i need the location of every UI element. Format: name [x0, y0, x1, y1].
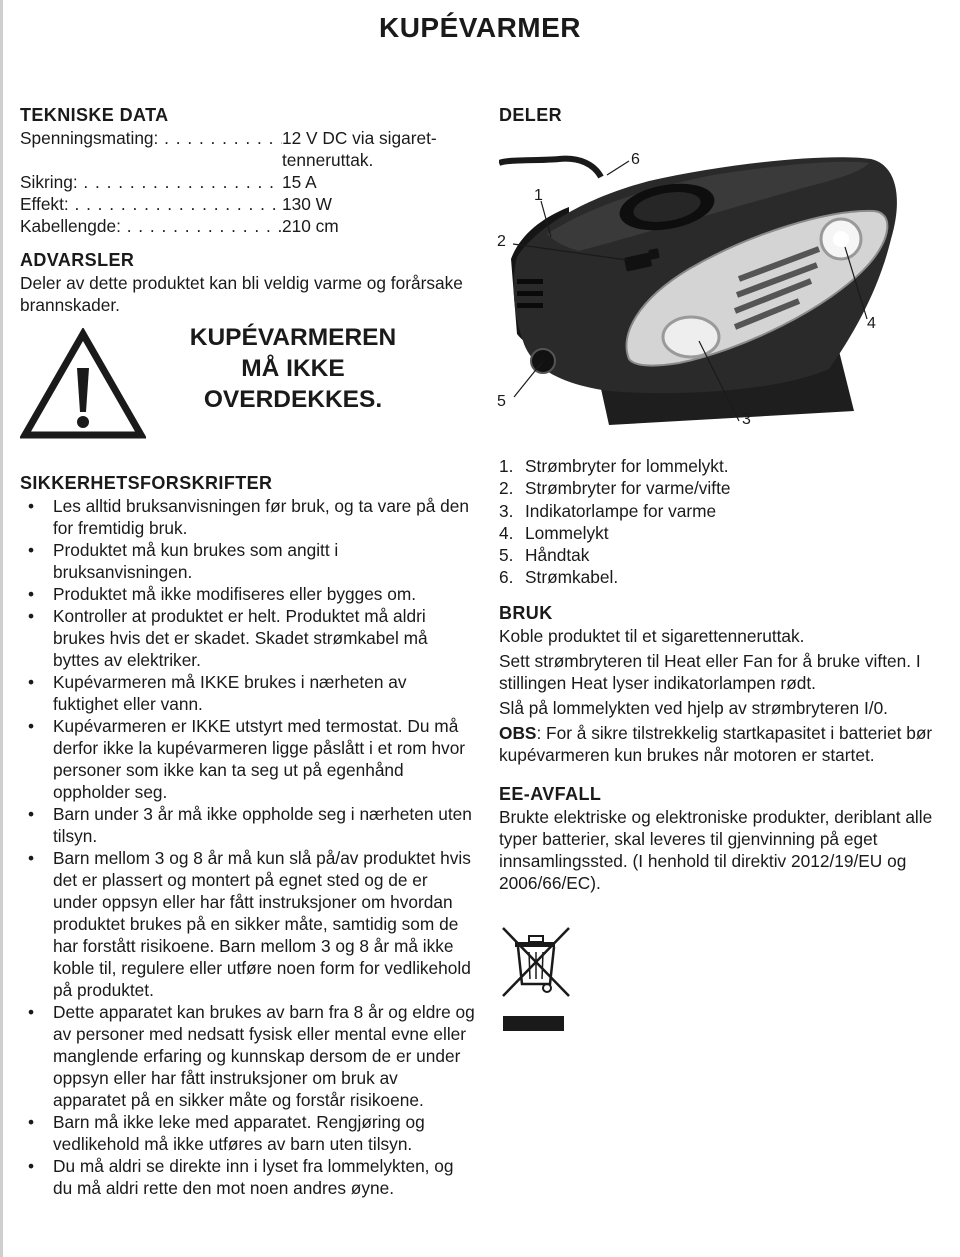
safety-list: [20, 495, 475, 1199]
list-item: • Kupévarmeren er IKKE utstyrt med termostat. Du må derfor ikke la kupévarmeren ligge påslått i et rom hvor personer som ikke kan ta seg ut på egenhånd oppholder seg.: [20, 715, 475, 803]
list-item: 2. Strømbryter for varme/vifte: [499, 478, 731, 499]
list-item: • Les alltid bruksanvisningen før bruk, og ta vare på den for fremtidig bruk.: [20, 495, 475, 539]
warnings-text: Deler av dette produktet kan bli veldig varme og forårsake brannskader.: [20, 273, 463, 315]
list-item: 1. Strømbryter for lommelykt.: [499, 456, 729, 476]
list-item: • Du må aldri se direkte inn i lyset fra lommelykten, og du må aldri rette den mot noen andres øyne.: [20, 1155, 475, 1199]
spec-value: 130 W: [282, 194, 332, 214]
parts-heading: DELER: [499, 105, 563, 125]
spec-value: 12 V DC via sigaret-: [282, 128, 437, 148]
do-not-cover-warning: KUPÉVARMEREN MÅ IKKE OVERDEKKES.: [189, 324, 397, 413]
callout-3: 3: [742, 411, 751, 428]
list-item: • Kupévarmeren må IKKE brukes i nærheten av fuktighet eller vann.: [20, 671, 475, 715]
list-item: • Produktet må ikke modifiseres eller bygges om.: [20, 583, 475, 605]
list-item: • Produktet må kun brukes som angitt i bruksanvisningen.: [20, 539, 475, 583]
spec-key: Spenningsmating: . . .: [20, 127, 282, 171]
list-item: 4. Lommelykt: [499, 522, 609, 543]
list-item: • Kontroller at produktet er helt. Produktet må aldri brukes hvis det er skadet. Skadet strømkabel må byttes av elektriker.: [20, 605, 475, 671]
list-item: • Barn må ikke leke med apparatet. Rengjøring og vedlikehold må ikke utføres av barn uten tilsyn.: [20, 1111, 475, 1155]
waste-text: Brukte elektriske og elektroniske produkter, deriblant alle typer batterier, skal leveres til gjenvinning på eget innsamlingssted. (I henhold til direktiv 2012/19/EU og 2006/66/EC).: [499, 806, 933, 893]
spec-value: tenneruttak.: [282, 150, 374, 170]
weee-symbol: [499, 924, 954, 1039]
left-column: [20, 103, 475, 1199]
callout-5: 5: [497, 393, 506, 410]
spec-key: Effekt: . . .: [20, 193, 282, 215]
callout-1: 1: [534, 187, 543, 204]
list-item: 6. Strømkabel.: [499, 567, 619, 588]
usage-obs: [499, 722, 954, 766]
list-item: • Dette apparatet kan brukes av barn fra 8 år og eldre og av personer med nedsatt fysisk eller mental evne eller manglende erfaring og kunnskap dersom de er under oppsyn eller har fått instruksjoner om bruk av apparatet på en sikker måte og forstår risikoene.: [20, 1001, 475, 1111]
callout-2: 2: [497, 233, 506, 250]
car-heater-image: [499, 129, 954, 429]
heater-illustration: [499, 129, 954, 429]
spec-key: Sikring: . . .: [20, 171, 282, 193]
usage-text-2: Sett strømbryteren til Heat eller Fan for å bruke viften. I stillingen Heat lyser indikatorlampen rødt.: [499, 650, 921, 693]
list-item: 5. Håndtak: [499, 545, 590, 566]
spec-row: [20, 193, 475, 215]
tech-specs: [20, 127, 475, 237]
tech-heading: TEKNISKE DATA: [20, 105, 169, 125]
right-column: [499, 103, 954, 1039]
usage-heading: BRUK: [499, 602, 553, 623]
page-edge: [0, 0, 3, 1257]
waste-heading: EE-AVFALL: [499, 783, 602, 804]
warning-block: [20, 322, 475, 440]
usage-text-3: Slå på lommelykten ved hjelp av strømbryteren I/0.: [499, 697, 888, 718]
page-title: KUPÉVARMER: [378, 12, 582, 43]
spec-row: [20, 171, 475, 193]
spec-row: [20, 215, 475, 237]
obs-label: OBS: [499, 722, 537, 743]
crossed-bin-icon: [499, 924, 575, 1034]
list-item: • Barn under 3 år må ikke oppholde seg i nærheten uten tilsyn.: [20, 803, 475, 847]
usage-text-1: Koble produktet til et sigarettenneruttak.: [499, 625, 805, 646]
spec-value: 210 cm: [282, 216, 339, 236]
callout-6: 6: [631, 151, 640, 168]
spec-row: [20, 127, 475, 171]
spec-value: 15 A: [282, 172, 317, 192]
warnings-heading: ADVARSLER: [20, 250, 135, 270]
list-item: • Barn mellom 3 og 8 år må kun slå på/av produktet hvis det er plassert og montert på egnet sted og de er under oppsyn eller har fått instruksjoner om hvordan produktet brukes på en sikker måte, samtidig som de har forstått risikoene. Barn mellom 3 og 8 år må ikke koble til, regulere eller utføre noen form for vedlikehold på produktet.: [20, 847, 475, 1001]
safety-heading: SIKKERHETSFORSKRIFTER: [20, 473, 273, 493]
parts-list: [499, 455, 954, 589]
callout-4: 4: [867, 315, 876, 332]
list-item: 3. Indikatorlampe for varme: [499, 500, 717, 521]
spec-key: Kabellengde: . . .: [20, 215, 282, 237]
obs-text: : For å sikre tilstrekkelig startkapasitet i batteriet bør kupévarmeren kun brukes når motoren er startet.: [499, 722, 933, 765]
warning-triangle-icon: [20, 328, 146, 440]
